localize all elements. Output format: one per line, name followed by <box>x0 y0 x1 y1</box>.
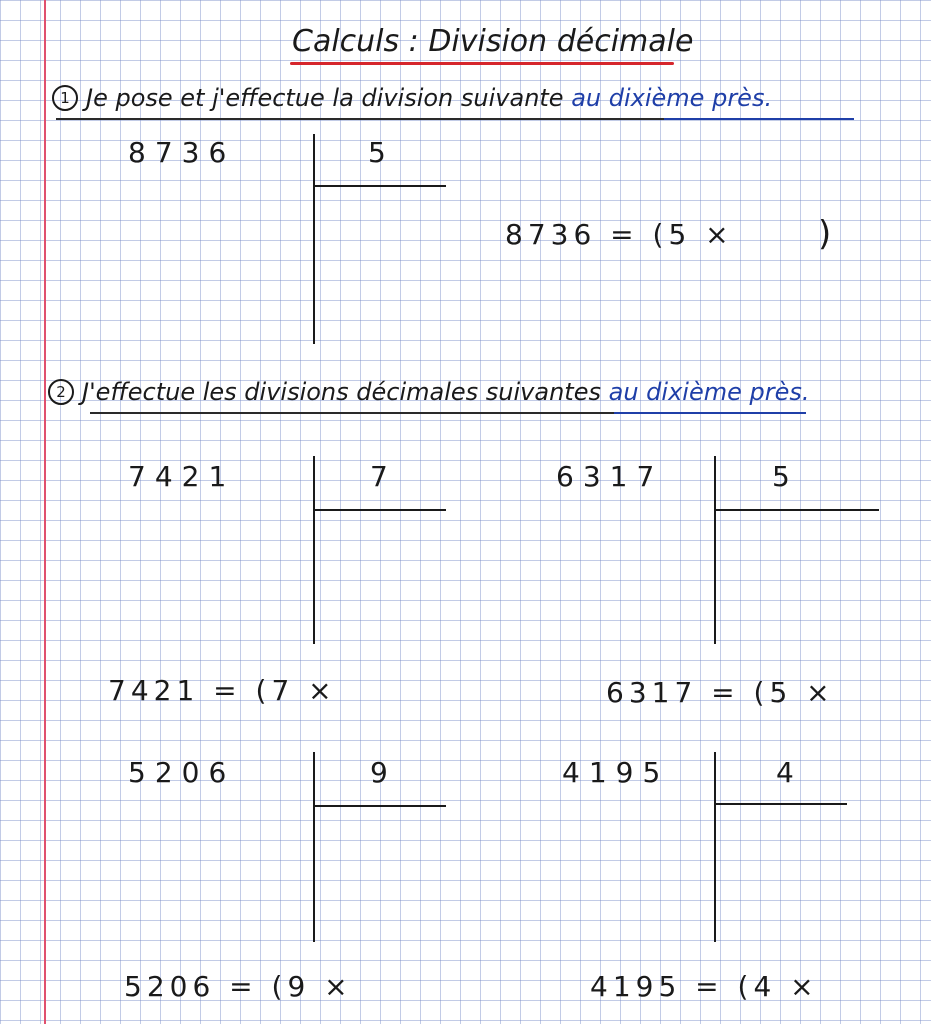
division-bar <box>714 456 716 644</box>
division-bar <box>313 456 315 644</box>
exercise2-number: 2 <box>48 379 74 405</box>
exercise1-check-close: ) <box>818 214 832 254</box>
exercise2-underline <box>90 412 614 414</box>
exercise2-instruction <box>48 378 809 406</box>
exercise1-divisor: 5 <box>368 136 395 169</box>
exercise1-division-bar <box>313 134 315 344</box>
division-dividend: 6317 <box>556 460 664 493</box>
exercise1-number: 1 <box>52 85 78 111</box>
division-dividend: 5206 <box>128 756 236 789</box>
division-divisor: 5 <box>772 460 799 493</box>
division-divisor: 9 <box>370 756 397 789</box>
division-dividend: 4195 <box>562 756 670 789</box>
exercise2-blue-underline <box>614 412 806 414</box>
title-underline <box>290 62 674 65</box>
check-equation: 6317 = (5 × <box>606 676 835 709</box>
exercise1-instruction-blue: au dixième près. <box>571 84 773 112</box>
quotient-bar <box>715 509 879 511</box>
division-bar <box>714 752 716 942</box>
division-bar <box>313 752 315 942</box>
exercise1-quotient-bar <box>314 185 446 187</box>
exercise2-instruction-text: J'effectue les divisions décimales suivantes <box>82 378 601 406</box>
exercise1-blue-underline <box>664 118 854 120</box>
exercise1-check: 8736 = (5 × <box>505 218 734 251</box>
division-dividend: 7421 <box>128 460 236 493</box>
exercise2-instruction-blue: au dixième près. <box>608 378 810 406</box>
exercise1-underline <box>56 118 664 120</box>
check-equation: 5206 = (9 × <box>124 970 353 1003</box>
notebook-margin-line <box>44 0 46 1024</box>
exercise1-dividend: 8736 <box>128 136 236 169</box>
quotient-bar <box>314 805 446 807</box>
exercise1-instruction-text: Je pose et j'effectue la division suivante <box>86 84 564 112</box>
division-divisor: 7 <box>370 460 397 493</box>
check-equation: 7421 = (7 × <box>108 674 337 707</box>
exercise1-instruction <box>52 84 772 112</box>
check-equation: 4195 = (4 × <box>590 970 819 1003</box>
quotient-bar <box>314 509 446 511</box>
quotient-bar <box>715 803 847 805</box>
page-title: Calculs : Division décimale <box>292 24 694 59</box>
division-divisor: 4 <box>776 756 803 789</box>
